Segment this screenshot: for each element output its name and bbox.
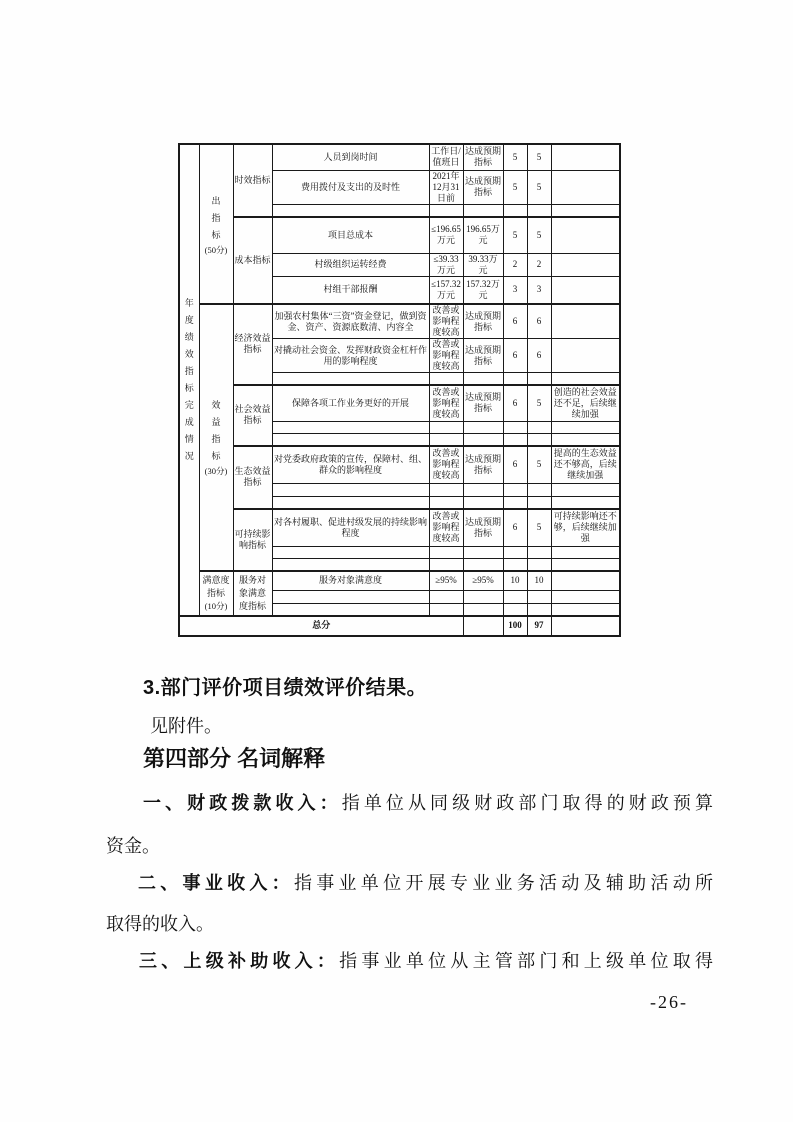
cell-indicator-name: 村组干部报酬 bbox=[272, 276, 429, 304]
empty-cell bbox=[551, 422, 620, 434]
empty-cell bbox=[463, 616, 503, 636]
subgroup-cost: 成本指标 bbox=[233, 217, 272, 304]
empty-cell bbox=[429, 422, 463, 434]
cell-remark: 可持续影响还不够，后续继续加强 bbox=[551, 509, 620, 547]
cell-indicator-name: 费用拨付及支出的及时性 bbox=[272, 170, 429, 204]
term-operational-income: 二、事业收入： bbox=[138, 873, 294, 893]
cell-got: 3 bbox=[527, 276, 551, 304]
empty-cell bbox=[429, 204, 463, 217]
empty-cell bbox=[429, 497, 463, 509]
term-fiscal-appropriation: 一、财政拨款收入： bbox=[143, 793, 342, 813]
cell-actual: 达成预期指标 bbox=[463, 446, 503, 484]
cell-target: ≤196.65万元 bbox=[429, 217, 463, 253]
empty-cell bbox=[551, 484, 620, 497]
group-benefit-indicators: 效益指标 (30分) bbox=[199, 304, 233, 571]
empty-cell bbox=[527, 484, 551, 497]
empty-cell bbox=[429, 373, 463, 385]
total-got-value: 97 bbox=[527, 616, 551, 636]
empty-cell bbox=[551, 547, 620, 559]
empty-cell bbox=[429, 559, 463, 571]
group-output-indicators: 出指标 (50分) bbox=[199, 144, 233, 304]
empty-cell bbox=[429, 547, 463, 559]
cell-score: 6 bbox=[503, 385, 527, 422]
cell-got: 5 bbox=[527, 144, 551, 170]
empty-cell bbox=[272, 559, 429, 571]
empty-cell bbox=[527, 559, 551, 571]
subgroup-sustainable-impact: 可持续影响指标 bbox=[233, 509, 272, 571]
cell-target: 改善或影响程度较高 bbox=[429, 446, 463, 484]
cell-got: 5 bbox=[527, 446, 551, 484]
cell-got: 6 bbox=[527, 339, 551, 373]
subgroup-economic-benefit: 经济效益指标 bbox=[233, 304, 272, 385]
cell-score: 5 bbox=[503, 217, 527, 253]
empty-cell bbox=[527, 204, 551, 217]
empty-cell bbox=[551, 204, 620, 217]
cell-indicator-name: 项目总成本 bbox=[272, 217, 429, 253]
definition-operational-income: 指事业单位开展专业业务活动及辅助活动所 bbox=[293, 873, 714, 893]
empty-cell bbox=[551, 497, 620, 509]
empty-cell bbox=[272, 373, 429, 385]
cell-remark: 提高的生态效益还不够高，后续继续加强 bbox=[551, 446, 620, 484]
empty-cell bbox=[429, 434, 463, 446]
annual-performance-vertical-label: 年度绩效指标完成情况 bbox=[184, 297, 194, 461]
cell-target: ≥95% bbox=[429, 571, 463, 591]
empty-cell bbox=[272, 547, 429, 559]
empty-cell bbox=[463, 604, 503, 616]
empty-cell bbox=[503, 434, 527, 446]
table-row bbox=[179, 385, 620, 422]
cell-score: 5 bbox=[503, 144, 527, 170]
page-number: -26- bbox=[650, 992, 688, 1012]
empty-cell bbox=[503, 373, 527, 385]
cell-target: 2021年12月31日前 bbox=[429, 170, 463, 204]
cell-target: 改善或影响程度较高 bbox=[429, 339, 463, 373]
empty-cell bbox=[527, 547, 551, 559]
empty-cell bbox=[503, 484, 527, 497]
cell-indicator-name: 村级组织运转经费 bbox=[272, 253, 429, 276]
empty-cell bbox=[503, 604, 527, 616]
empty-cell bbox=[503, 559, 527, 571]
subgroup-service-satisfaction: 服务对象满意度指标 bbox=[233, 571, 272, 616]
cell-target: ≤39.33万元 bbox=[429, 253, 463, 276]
table-row bbox=[179, 446, 620, 484]
subgroup-social-benefit: 社会效益指标 bbox=[233, 385, 272, 446]
empty-cell bbox=[463, 204, 503, 217]
empty-cell bbox=[551, 616, 620, 636]
cell-actual: 39.33万元 bbox=[463, 253, 503, 276]
cell-actual: 157.32万元 bbox=[463, 276, 503, 304]
empty-cell bbox=[463, 422, 503, 434]
group-satisfaction-indicators: 满意度指标 (10分) bbox=[199, 571, 233, 616]
cell-remark: 创造的社会效益还不足，后续继续加强 bbox=[551, 385, 620, 422]
empty-cell bbox=[272, 604, 429, 616]
empty-cell bbox=[503, 547, 527, 559]
cell-target: 工作日/值班日 bbox=[429, 144, 463, 170]
cell-remark bbox=[551, 571, 620, 591]
table-row bbox=[179, 509, 620, 547]
paragraph-fiscal-appropriation-line2: 资金。 bbox=[106, 836, 160, 856]
empty-cell bbox=[272, 204, 429, 217]
cell-got: 10 bbox=[527, 571, 551, 591]
cell-got: 2 bbox=[527, 253, 551, 276]
cell-score: 6 bbox=[503, 339, 527, 373]
paragraph-superior-subsidy-line1 bbox=[139, 949, 713, 973]
cell-remark bbox=[551, 339, 620, 373]
empty-cell bbox=[551, 434, 620, 446]
empty-cell bbox=[527, 604, 551, 616]
cell-remark bbox=[551, 253, 620, 276]
empty-cell bbox=[527, 434, 551, 446]
see-attachment-text: 见附件。 bbox=[150, 716, 222, 736]
cell-got: 6 bbox=[527, 304, 551, 339]
cell-got: 5 bbox=[527, 509, 551, 547]
empty-cell bbox=[551, 373, 620, 385]
heading-dept-evaluation-result: 3.部门评价项目绩效评价结果。 bbox=[143, 677, 428, 699]
paragraph-operational-income-line2: 取得的收入。 bbox=[106, 914, 214, 934]
term-superior-subsidy: 三、上级补助收入： bbox=[139, 951, 340, 971]
empty-cell bbox=[272, 591, 429, 604]
cell-indicator-name: 服务对象满意度 bbox=[272, 571, 429, 591]
definition-superior-subsidy: 指事业单位从主管部门和上级单位取得 bbox=[339, 951, 714, 971]
table-row bbox=[179, 217, 620, 253]
cell-actual: 达成预期指标 bbox=[463, 304, 503, 339]
empty-cell bbox=[463, 484, 503, 497]
performance-indicator-table bbox=[178, 143, 621, 637]
empty-cell bbox=[463, 559, 503, 571]
empty-cell bbox=[503, 422, 527, 434]
heading-part4-glossary: 第四部分 名词解释 bbox=[143, 746, 326, 771]
definition-fiscal-appropriation: 指单位从同级财政部门取得的财政预算 bbox=[341, 793, 714, 813]
cell-score: 6 bbox=[503, 446, 527, 484]
cell-actual: 达成预期指标 bbox=[463, 509, 503, 547]
cell-remark bbox=[551, 144, 620, 170]
empty-cell bbox=[551, 604, 620, 616]
empty-cell bbox=[527, 422, 551, 434]
total-score-label: 总分 bbox=[179, 616, 463, 636]
cell-actual: 达成预期指标 bbox=[463, 144, 503, 170]
empty-cell bbox=[272, 422, 429, 434]
cell-actual: ≥95% bbox=[463, 571, 503, 591]
row-group-label-annual-performance bbox=[179, 144, 199, 616]
empty-cell bbox=[503, 497, 527, 509]
paragraph-operational-income-line1 bbox=[138, 871, 713, 895]
cell-actual: 196.65万元 bbox=[463, 217, 503, 253]
empty-cell bbox=[429, 604, 463, 616]
cell-target: 改善或影响程度较高 bbox=[429, 385, 463, 422]
empty-cell bbox=[503, 591, 527, 604]
empty-cell bbox=[463, 373, 503, 385]
cell-target: 改善或影响程度较高 bbox=[429, 509, 463, 547]
subgroup-timeliness: 时效指标 bbox=[233, 144, 272, 217]
cell-indicator-name: 加强农村集体“三资”资金登记，做到资金、资产、资源底数清、内容全 bbox=[272, 304, 429, 339]
empty-cell bbox=[503, 204, 527, 217]
cell-score: 2 bbox=[503, 253, 527, 276]
cell-got: 5 bbox=[527, 385, 551, 422]
cell-indicator-name: 对撬动社会资金、发挥财政资金杠杆作用的影响程度 bbox=[272, 339, 429, 373]
cell-actual: 达成预期指标 bbox=[463, 170, 503, 204]
total-score-value: 100 bbox=[503, 616, 527, 636]
cell-score: 3 bbox=[503, 276, 527, 304]
cell-target: ≤157.32万元 bbox=[429, 276, 463, 304]
subgroup-ecological-benefit: 生态效益指标 bbox=[233, 446, 272, 509]
cell-score: 5 bbox=[503, 170, 527, 204]
empty-cell bbox=[463, 497, 503, 509]
empty-cell bbox=[551, 591, 620, 604]
cell-indicator-name: 对党委政府政策的宣传，保障村、组、群众的影响程度 bbox=[272, 446, 429, 484]
group-benefit-score: (30分) bbox=[204, 466, 228, 477]
empty-cell bbox=[527, 373, 551, 385]
empty-cell bbox=[551, 559, 620, 571]
empty-cell bbox=[429, 484, 463, 497]
cell-remark bbox=[551, 217, 620, 253]
empty-cell bbox=[463, 434, 503, 446]
empty-cell bbox=[429, 591, 463, 604]
empty-cell bbox=[527, 591, 551, 604]
cell-remark bbox=[551, 276, 620, 304]
cell-got: 5 bbox=[527, 170, 551, 204]
total-row bbox=[179, 616, 620, 636]
empty-cell bbox=[272, 497, 429, 509]
group-satisfaction-score: (10分) bbox=[204, 601, 228, 611]
cell-score: 6 bbox=[503, 304, 527, 339]
empty-cell bbox=[463, 547, 503, 559]
empty-cell bbox=[272, 484, 429, 497]
cell-target: 改善或影响程度较高 bbox=[429, 304, 463, 339]
empty-cell bbox=[272, 434, 429, 446]
cell-actual: 达成预期指标 bbox=[463, 339, 503, 373]
cell-indicator-name: 对各村履职、促进村级发展的持续影响程度 bbox=[272, 509, 429, 547]
empty-cell bbox=[527, 497, 551, 509]
cell-indicator-name: 人员到岗时间 bbox=[272, 144, 429, 170]
empty-cell bbox=[463, 591, 503, 604]
cell-score: 6 bbox=[503, 509, 527, 547]
cell-got: 5 bbox=[527, 217, 551, 253]
paragraph-fiscal-appropriation-line1 bbox=[143, 791, 713, 815]
cell-indicator-name: 保障各项工作业务更好的开展 bbox=[272, 385, 429, 422]
group-output-score: (50分) bbox=[204, 244, 228, 255]
table-row bbox=[179, 144, 620, 170]
cell-score: 10 bbox=[503, 571, 527, 591]
table-row bbox=[179, 571, 620, 591]
table-row bbox=[179, 304, 620, 339]
cell-actual: 达成预期指标 bbox=[463, 385, 503, 422]
cell-remark bbox=[551, 304, 620, 339]
cell-remark bbox=[551, 170, 620, 204]
